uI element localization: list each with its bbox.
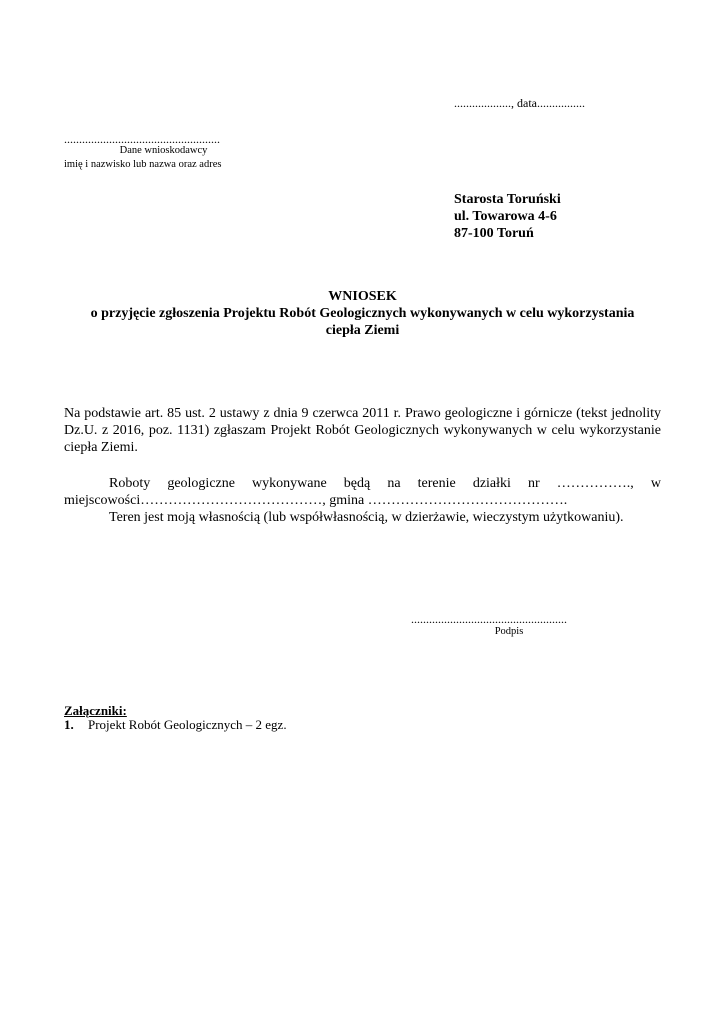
signature-dotted-line: .................................................... <box>411 612 567 626</box>
recipient-line-1: Starosta Toruński <box>454 192 561 207</box>
applicant-dotted-line: .................................................... <box>64 132 220 146</box>
recipient-address <box>454 191 561 242</box>
body-paragraph-2-line-2: miejscowości…………………………………, gmina ……………………………………. <box>64 493 568 508</box>
date-line: ..................., data................ <box>454 96 585 110</box>
recipient-line-3: 87-100 Toruń <box>454 226 534 241</box>
document-title <box>64 288 661 339</box>
attachment-item <box>64 717 287 733</box>
attachments-heading: Załączniki: <box>64 703 127 718</box>
title-subtitle-line-1: o przyjęcie zgłoszenia Projektu Robót Geologicznych wykonywanych w celu wykorzystania <box>90 306 635 321</box>
body-paragraph-2-line-1: Roboty geologiczne wykonywane będą na terenie działki nr ……………., w <box>109 476 661 491</box>
body-paragraph-3: Teren jest moją własnością (lub współwłasnością, w dzierżawie, wieczystym użytkowaniu). <box>109 510 624 525</box>
title-heading: WNIOSEK <box>328 289 397 304</box>
attachment-text: Projekt Robót Geologicznych – 2 egz. <box>88 717 287 732</box>
applicant-sublabel: imię i nazwisko lub nazwa oraz adres <box>64 159 222 170</box>
body-paragraph-2 <box>64 475 661 526</box>
applicant-label: Dane wnioskodawcy <box>119 145 208 156</box>
title-subtitle-line-2: ciepła Ziemi <box>325 323 400 338</box>
body-paragraph-1: Na podstawie art. 85 ust. 2 ustawy z dnia 9 czerwca 2011 r. Prawo geologiczne i górnicze (tekst jednolity Dz.U. z 2016, poz. 1131) zgłaszam Projekt Robót Geologicznych wykonywanych w celu wykorzystanie ciepła Ziemi. <box>64 406 661 455</box>
attachment-number: 1. <box>64 717 74 732</box>
signature-label: Podpis <box>494 626 524 637</box>
recipient-line-2: ul. Towarowa 4-6 <box>454 209 557 224</box>
